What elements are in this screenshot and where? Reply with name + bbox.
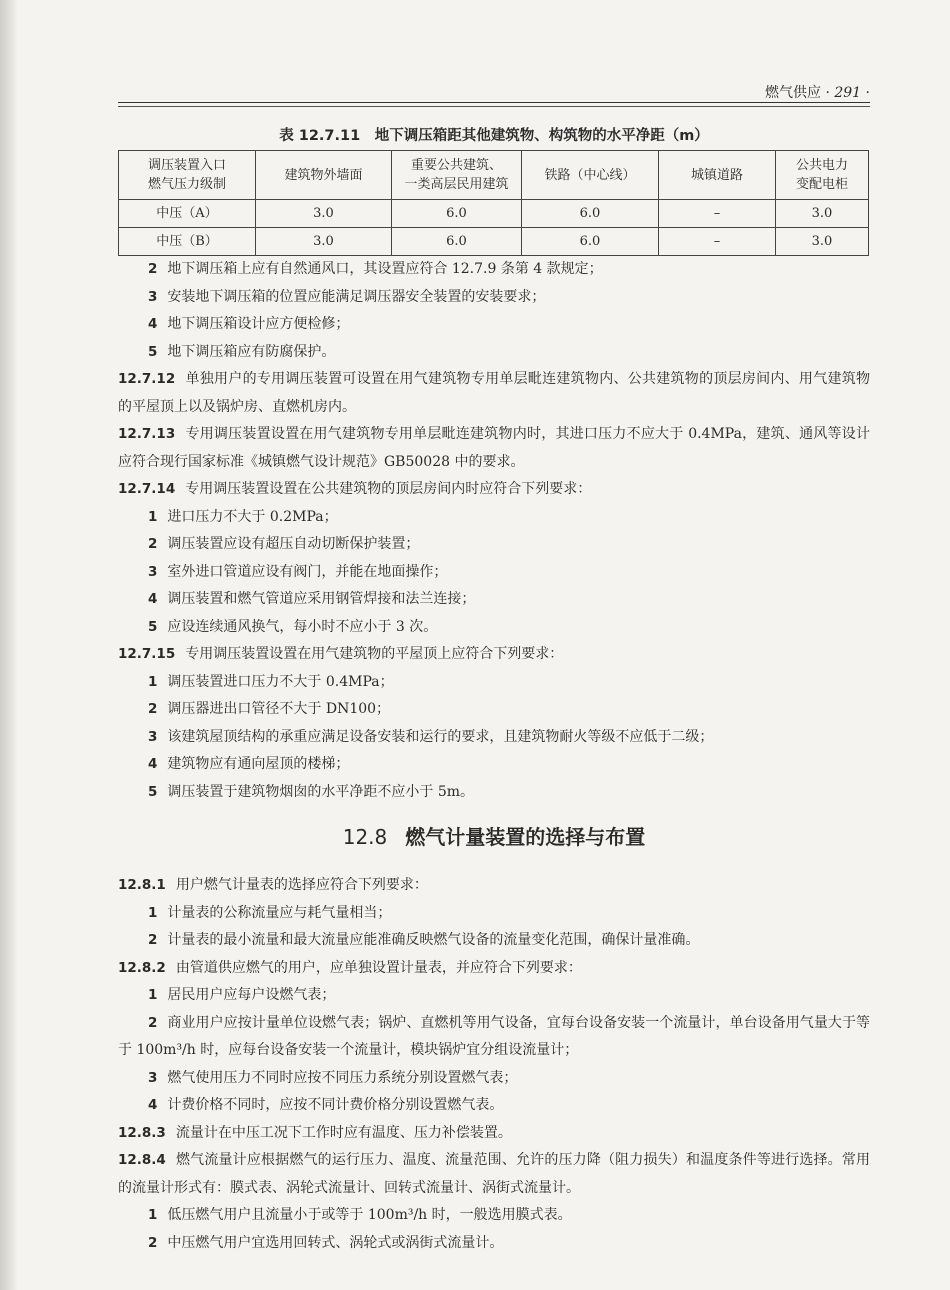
list-item — [118, 1010, 870, 1065]
clause-text: 由管道供应燃气的用户，应单独设置计量表，并应符合下列要求： — [175, 959, 582, 976]
list-item — [118, 779, 870, 807]
item-number: 3 — [148, 728, 158, 745]
table-header-row — [119, 151, 869, 200]
table-cell: 中压（B） — [119, 228, 256, 256]
table-cell: 3.0 — [776, 200, 869, 228]
table-cell: 3.0 — [776, 228, 869, 256]
clause-number: 12.8.4 — [118, 1152, 166, 1168]
clause-number: 12.7.13 — [118, 426, 176, 442]
clause-number: 12.7.14 — [118, 481, 176, 497]
clause-text: 专用调压装置设置在用气建筑物的平屋顶上应符合下列要求： — [185, 646, 564, 662]
item-number: 3 — [148, 1069, 158, 1086]
item-number: 2 — [148, 932, 158, 948]
item-number: 4 — [148, 756, 158, 772]
table-header-cell: 建筑物外墙面 — [256, 151, 392, 200]
item-number: 4 — [148, 591, 158, 607]
item-text: 计量表的最小流量和最大流量应能准确反映燃气设备的流量变化范围，确保计量准确。 — [167, 932, 700, 948]
clause-text: 单独用户的专用调压装置可设置在用气建筑物专用单层毗连建筑物内、公共建筑物的顶层房间内、用气建筑物的平屋顶上以及锅炉房、直燃机房内。 — [118, 371, 870, 415]
item-text: 调压装置和燃气管道应采用钢管焊接和法兰连接； — [167, 591, 476, 607]
clause-12-7-14 — [118, 476, 870, 504]
item-number: 2 — [148, 1014, 158, 1031]
table-header-cell: 重要公共建筑、 一类高层民用建筑 — [392, 151, 522, 200]
body-text — [118, 256, 870, 1257]
table-caption: 表 12.7.11 地下调压箱距其他建筑物、构筑物的水平净距（m） — [279, 128, 709, 144]
item-text: 建筑物应有通向屋顶的楼梯； — [167, 756, 350, 772]
list-item — [118, 927, 870, 955]
item-number: 1 — [148, 904, 158, 921]
clause-12-7-13 — [118, 421, 870, 476]
list-item — [118, 614, 870, 642]
item-text: 中压燃气用户宜选用回转式、涡轮式或涡街式流量计。 — [167, 1234, 504, 1251]
item-number: 3 — [148, 563, 158, 580]
list-item — [118, 1065, 870, 1093]
header-section-title: 燃气供应 — [765, 85, 822, 101]
table-cell: – — [659, 200, 776, 228]
list-item — [118, 751, 870, 779]
section-title: 燃气计量装置的选择与布置 — [405, 825, 646, 849]
header-rule-thin — [118, 106, 870, 107]
item-text: 该建筑屋顶结构的承重应满足设备安装和运行的要求，且建筑物耐火等级不应低于二级； — [167, 728, 714, 745]
item-text: 调压装置进口压力不大于 0.4MPa； — [167, 673, 394, 690]
item-number: 2 — [148, 701, 158, 717]
item-text: 安装地下调压箱的位置应能满足调压器安全装置的安装要求； — [167, 288, 546, 305]
header-rule — [118, 102, 870, 103]
table-cell: 6.0 — [522, 200, 659, 228]
list-item — [118, 1202, 870, 1230]
page-spine-shadow — [0, 0, 18, 1290]
table-cell: 3.0 — [256, 200, 392, 228]
clause-text: 专用调压装置设置在公共建筑物的顶层房间内时应符合下列要求： — [185, 481, 592, 497]
item-number: 1 — [148, 673, 158, 690]
table-cell: 中压（A） — [119, 200, 256, 228]
list-item — [118, 669, 870, 697]
clause-12-8-1 — [118, 872, 870, 900]
item-text: 居民用户应每户设燃气表； — [167, 987, 336, 1003]
item-number: 2 — [148, 536, 158, 552]
table-cell: 3.0 — [256, 228, 392, 256]
item-text: 地下调压箱上应有自然通风口，其设置应符合 12.7.9 条第 4 款规定； — [167, 261, 603, 277]
item-text: 调压装置应设有超压自动切断保护装置； — [167, 536, 420, 552]
item-text: 低压燃气用户且流量小于或等于 100m³/h 时，一般选用膜式表。 — [167, 1207, 572, 1223]
table-cell: – — [659, 228, 776, 256]
table-header-cell: 铁路（中心线） — [522, 151, 659, 200]
item-number: 2 — [148, 261, 158, 277]
table-header-cell: 调压装置入口 燃气压力级制 — [119, 151, 256, 200]
list-item — [118, 900, 870, 928]
list-item — [118, 982, 870, 1010]
list-item — [118, 1230, 870, 1258]
clearance-table — [118, 150, 869, 256]
item-text: 调压装置于建筑物烟囱的水平净距不应小于 5m。 — [167, 783, 475, 800]
item-text: 应设连续通风换气，每小时不应小于 3 次。 — [167, 618, 438, 635]
item-text: 地下调压箱设计应方便检修； — [167, 316, 350, 332]
clause-number: 12.8.2 — [118, 959, 166, 976]
item-number: 3 — [148, 288, 158, 305]
item-number: 1 — [148, 987, 158, 1003]
clause-12-8-2 — [118, 955, 870, 983]
list-item — [118, 504, 870, 532]
item-text: 计量表的公称流量应与耗气量相当； — [167, 904, 392, 921]
clause-text: 用户燃气计量表的选择应符合下列要求： — [175, 877, 428, 893]
item-number: 5 — [148, 618, 158, 635]
item-text: 燃气使用压力不同时应按不同压力系统分别设置燃气表； — [167, 1069, 518, 1086]
item-number: 5 — [148, 783, 158, 800]
clause-12-8-3 — [118, 1120, 870, 1148]
list-item — [118, 724, 870, 752]
item-number: 4 — [148, 1097, 158, 1113]
list-item — [118, 586, 870, 614]
clause-text: 流量计在中压工况下工作时应有温度、压力补偿装置。 — [175, 1124, 512, 1141]
page-number: · 291 · — [825, 85, 870, 101]
clause-text: 专用调压装置设置在用气建筑物专用单层毗连建筑物内时，其进口压力不应大于 0.4MPa，建筑、通风等设计应符合现行国家标准《城镇燃气设计规范》GB50028 中的要求。 — [118, 426, 870, 470]
list-item — [118, 696, 870, 724]
list-item — [118, 311, 870, 339]
list-item — [118, 339, 870, 367]
item-number: 4 — [148, 316, 158, 332]
item-text: 计费价格不同时，应按不同计费价格分别设置燃气表。 — [167, 1097, 504, 1113]
item-number: 2 — [148, 1234, 158, 1251]
clause-number: 12.7.15 — [118, 646, 176, 662]
clause-number: 12.8.3 — [118, 1124, 166, 1141]
table-header-cell: 城镇道路 — [659, 151, 776, 200]
clause-text: 燃气流量计应根据燃气的运行压力、温度、流量范围、允许的压力降（阻力损失）和温度条件等进行选择。常用的流量计形式有：膜式表、涡轮式流量计、回转式流量计、涡街式流量计。 — [118, 1152, 870, 1196]
item-text: 室外进口管道应设有阀门，并能在地面操作； — [167, 563, 448, 580]
table-cell: 6.0 — [392, 228, 522, 256]
table-row — [119, 200, 869, 228]
item-text: 商业用户应按计量单位设燃气表；锅炉、直燃机等用气设备，宜每台设备安装一个流量计，单台设备用气量大于等于 100m³/h 时，应每台设备安装一个流量计，模块锅炉宜分组设流量计； — [118, 1014, 870, 1058]
clause-12-8-4 — [118, 1147, 870, 1202]
item-number: 1 — [148, 508, 158, 525]
running-header — [700, 82, 870, 102]
list-item — [118, 1092, 870, 1120]
table-row — [119, 228, 869, 256]
table-header-cell: 公共电力 变配电柜 — [776, 151, 869, 200]
section-number: 12.8 — [342, 825, 388, 849]
list-item — [118, 559, 870, 587]
section-heading — [118, 822, 870, 852]
table-cell: 6.0 — [522, 228, 659, 256]
item-text: 进口压力不大于 0.2MPa； — [167, 508, 338, 525]
list-item — [118, 256, 870, 284]
item-text: 调压器进出口管径不大于 DN100； — [167, 701, 391, 717]
item-number: 1 — [148, 1207, 158, 1223]
list-item — [118, 531, 870, 559]
item-text: 地下调压箱应有防腐保护。 — [167, 343, 336, 360]
list-item — [118, 284, 870, 312]
clause-number: 12.8.1 — [118, 877, 166, 893]
table-cell: 6.0 — [392, 200, 522, 228]
clause-12-7-12 — [118, 366, 870, 421]
clause-12-7-15 — [118, 641, 870, 669]
item-number: 5 — [148, 343, 158, 360]
clause-number: 12.7.12 — [118, 371, 176, 387]
